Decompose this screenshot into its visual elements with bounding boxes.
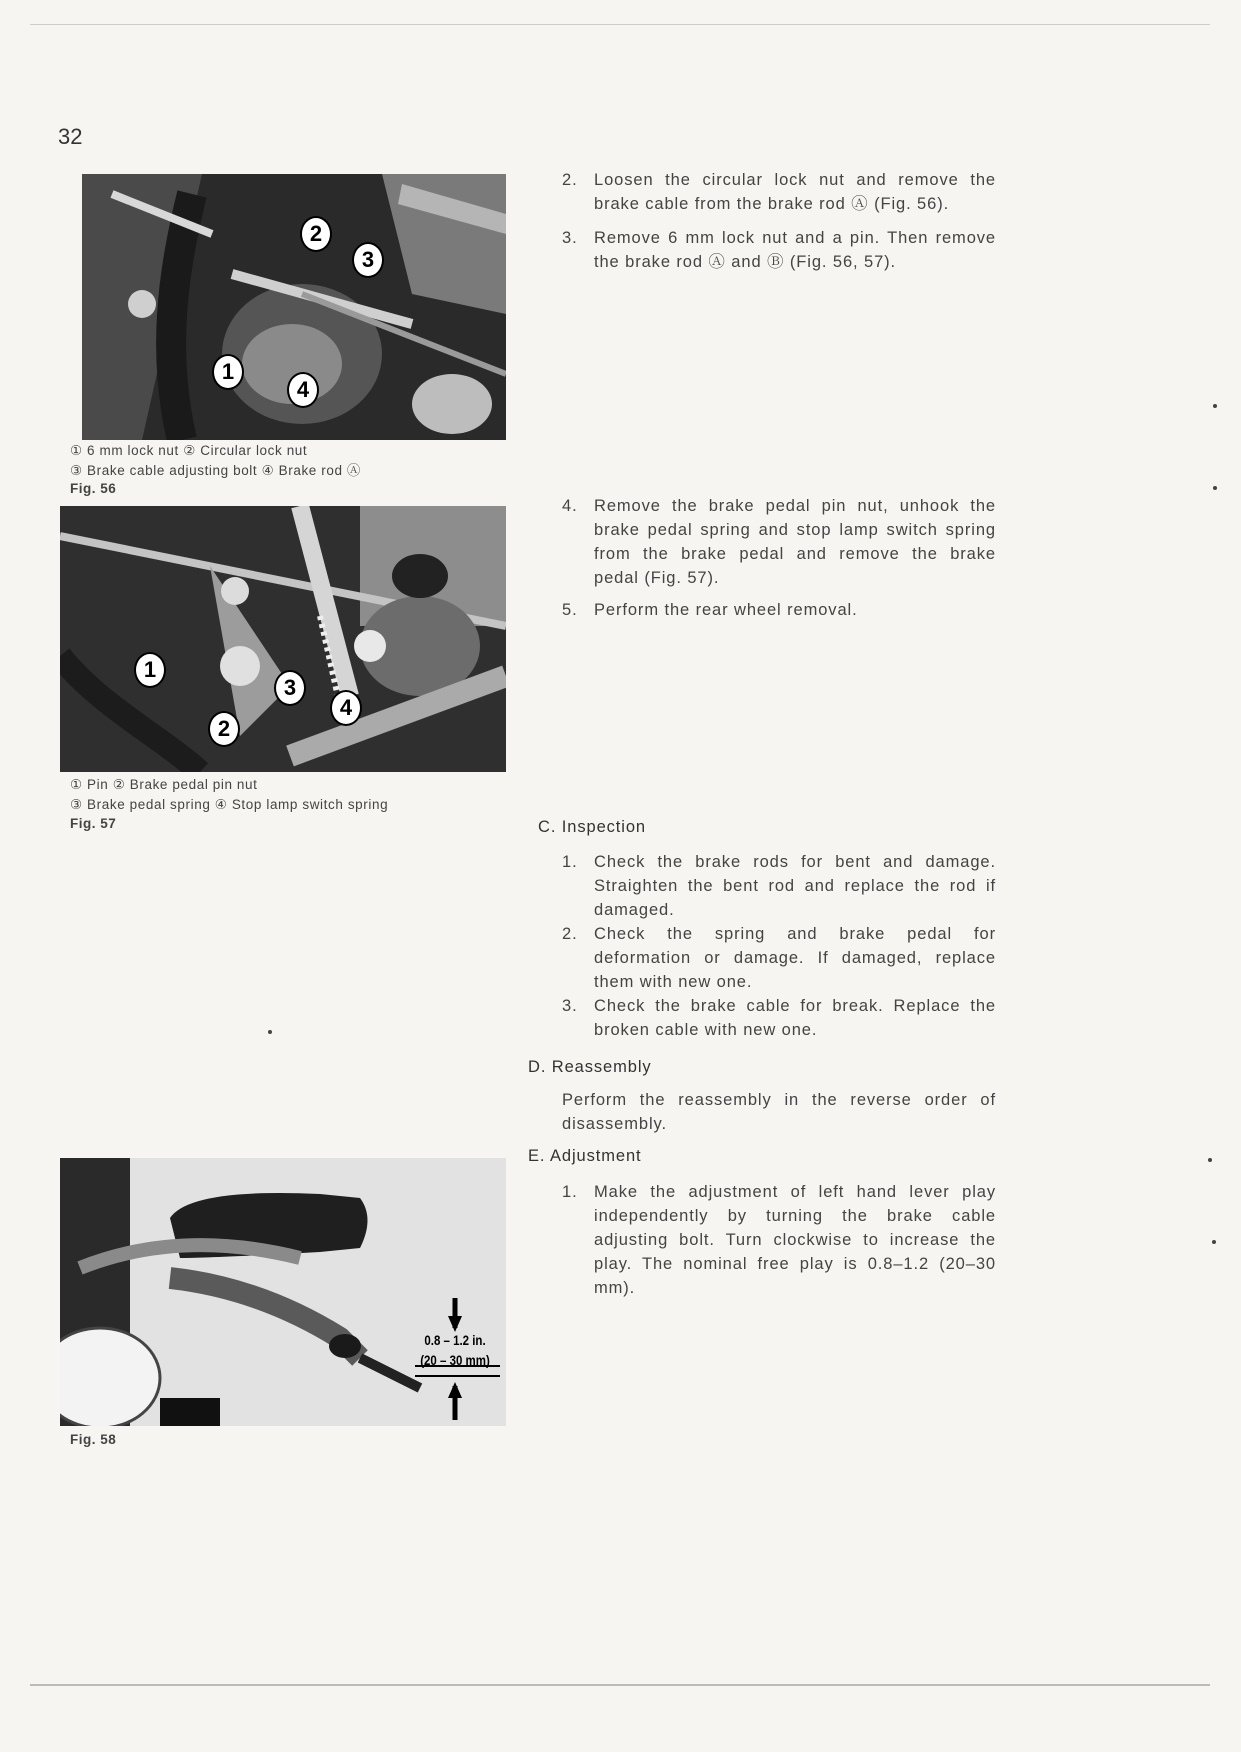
- reassembly-text: Perform the reassembly in the reverse order of disassembly.: [562, 1091, 996, 1133]
- fig57-label: Fig. 57: [70, 816, 117, 831]
- disassembly-steps-lower: [562, 494, 996, 622]
- fig57-caption-line2: ③ Brake pedal spring ④ Stop lamp switch spring: [70, 797, 389, 812]
- fig58-label: Fig. 58: [70, 1432, 117, 1447]
- fig57-marker-1: 1: [134, 652, 166, 688]
- adjustment-steps: [562, 1180, 996, 1300]
- step-2: 2. Loosen the circular lock nut and remove the brake cable from the brake rod Ⓐ (Fig. 56).: [562, 171, 996, 213]
- fig56-marker-1: 1: [212, 354, 244, 390]
- fig56-marker-3: 3: [352, 242, 384, 278]
- fig56-label: Fig. 56: [70, 481, 117, 496]
- step-4: 4. Remove the brake pedal pin nut, unhook the brake pedal spring and stop lamp switch spring from the brake pedal and remove the brake pedal (Fig. 57).: [562, 497, 996, 587]
- adjustment-heading: E. Adjustment: [528, 1147, 642, 1165]
- top-rule: [30, 24, 1210, 25]
- adjustment-step-1: 1. Make the adjustment of left hand lever play independently by turning the brake cable adjusting bolt. Turn clockwise to increase the play. The nominal free play is 0.8–1.2 (20–30 mm).: [562, 1183, 996, 1297]
- fig57-photo: [60, 506, 506, 772]
- fig58-dimension-line1: 0.8 – 1.2 in.: [424, 1332, 486, 1348]
- page-speck: [1208, 1158, 1212, 1162]
- fig57-caption-line1: ① Pin ② Brake pedal pin nut: [70, 777, 258, 792]
- inspection-step-3: 3. Check the brake cable for break. Replace the broken cable with new one.: [562, 997, 996, 1039]
- fig56-marker-2: 2: [300, 216, 332, 252]
- fig56-caption-line2: ③ Brake cable adjusting bolt ④ Brake rod Ⓐ: [70, 463, 362, 478]
- inspection-heading: C. Inspection: [538, 818, 647, 836]
- inspection-steps: [562, 850, 996, 1042]
- step-3: 3. Remove 6 mm lock nut and a pin. Then remove the brake rod Ⓐ and Ⓑ (Fig. 56, 57).: [562, 229, 996, 271]
- page-speck: [1212, 1240, 1216, 1244]
- page-speck: [1213, 486, 1217, 490]
- fig56-photo: [82, 174, 506, 440]
- fig58-dimension-line2: (20 – 30 mm): [420, 1352, 490, 1368]
- bottom-rule: [30, 1684, 1210, 1686]
- inspection-step-1: 1. Check the brake rods for bent and damage. Straighten the bent rod and replace the rod if damaged.: [562, 853, 996, 919]
- reassembly-heading: D. Reassembly: [528, 1058, 652, 1076]
- page-speck: [1213, 404, 1217, 408]
- fig57-marker-2: 2: [208, 711, 240, 747]
- fig56-marker-4: 4: [287, 372, 319, 408]
- fig57-marker-3: 3: [274, 670, 306, 706]
- page-number: 32: [58, 124, 83, 149]
- step-5: 5. Perform the rear wheel removal.: [562, 601, 858, 619]
- fig56-caption-line1: ① 6 mm lock nut ② Circular lock nut: [70, 443, 308, 458]
- inspection-step-2: 2. Check the spring and brake pedal for deformation or damage. If damaged, replace them with new one.: [562, 925, 996, 991]
- page-speck: [268, 1030, 272, 1034]
- fig58-photo: [60, 1158, 506, 1426]
- disassembly-steps-upper: [562, 168, 996, 274]
- fig57-marker-4: 4: [330, 690, 362, 726]
